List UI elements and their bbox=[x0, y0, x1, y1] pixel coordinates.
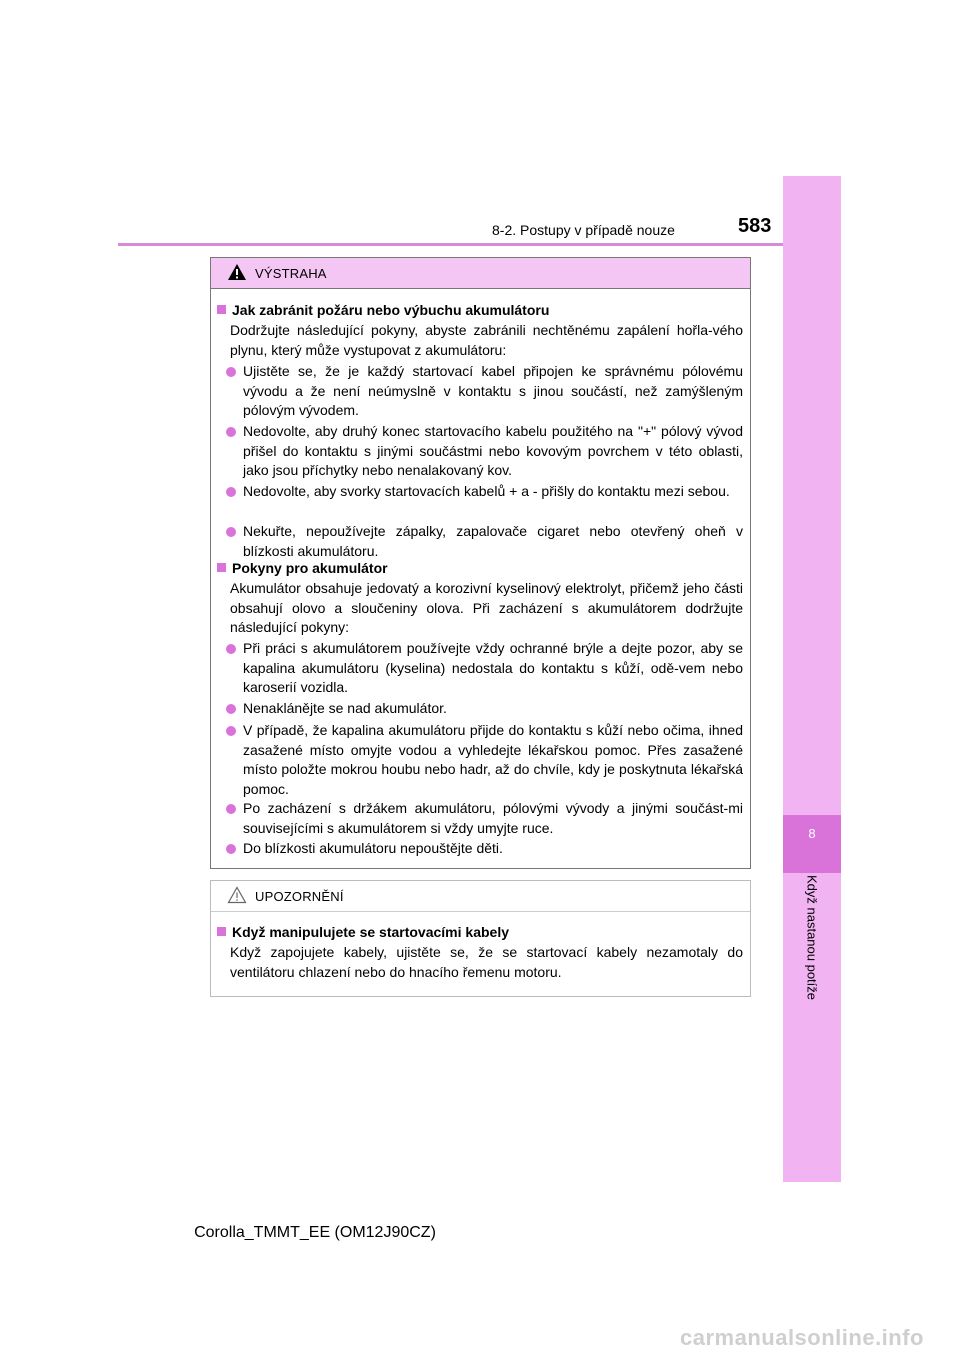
warning-triangle-icon bbox=[227, 263, 247, 281]
notice-header bbox=[211, 881, 750, 912]
document-footer: Corolla_TMMT_EE (OM12J90CZ) bbox=[194, 1224, 436, 1241]
list-item: Do blízkosti akumulátoru nepouštějte děti. bbox=[226, 839, 743, 859]
bullet-dot-icon bbox=[226, 804, 236, 814]
notice-box bbox=[210, 880, 751, 997]
warning-header bbox=[211, 258, 750, 289]
list-item: Ujistěte se, že je každý startovací kabel připojen ke správnému pólovému vývodu a že není neúmyslně v kontaktu s jinou součástí, než zamýšleným pólovým vývodem. bbox=[226, 362, 743, 421]
warning-title: VÝSTRAHA bbox=[255, 266, 327, 281]
chapter-side-tab bbox=[783, 176, 841, 1182]
warning-intro-fire: Dodržujte následující pokyny, abyste zabránili nechtěnému zapálení hořla-vého plynu, který může vystupovat z akumulátoru: bbox=[230, 322, 743, 358]
warning-intro-battery: Akumulátor obsahuje jedovatý a korozivní kyselinový elektrolyt, přičemž jeho části obsahují olovo a sloučeniny olova. Při zacházení s akumulátorem dodržujte následující pokyny: bbox=[230, 580, 743, 635]
chapter-title: Když nastanou potíže bbox=[804, 874, 820, 1001]
bullet-dot-icon bbox=[226, 527, 236, 537]
warning-heading-fire: Jak zabránit požáru nebo výbuchu akumulátoru bbox=[217, 300, 549, 320]
page-number: 583 bbox=[738, 215, 772, 237]
bullet-dot-icon bbox=[226, 726, 236, 736]
bullet-dot-icon bbox=[226, 644, 236, 654]
chapter-number-box bbox=[783, 815, 841, 873]
square-bullet-icon bbox=[217, 305, 226, 314]
square-bullet-icon bbox=[217, 927, 226, 936]
section-title: 8-2. Postupy v případě nouze bbox=[492, 222, 675, 238]
list-item: V případě, že kapalina akumulátoru přijde do kontaktu s kůží nebo očima, ihned zasažené místo omyjte vodou a vyhledejte lékařskou pomoc. Přes zasažené místo položte mokrou houbu nebo hadr, až do chvíle, kdy je poskytnuta lékařská pomoc. bbox=[226, 721, 743, 799]
bullet-dot-icon bbox=[226, 844, 236, 854]
list-item: Nekuřte, nepoužívejte zápalky, zapalovače cigaret nebo otevřený oheň v blízkosti akumulátoru. bbox=[226, 522, 743, 561]
chapter-number: 8 bbox=[808, 826, 816, 841]
list-item: Nedovolte, aby druhý konec startovacího kabelu použitého na "+" pólový vývod přišel do kontaktu s jinými součástmi nebo kovovým povrchem v této oblasti, jako jsou příchytky nebo nenalakovaný kov. bbox=[226, 422, 743, 481]
list-item: Nedovolte, aby svorky startovacích kabelů + a - přišly do kontaktu mezi sebou. bbox=[226, 482, 743, 502]
notice-title: UPOZORNĚNÍ bbox=[255, 889, 344, 904]
list-item: Nenaklánějte se nad akumulátor. bbox=[226, 699, 743, 719]
watermark: carmanualsonline.info bbox=[680, 1325, 924, 1350]
bullet-dot-icon bbox=[226, 487, 236, 497]
list-item: Po zacházení s držákem akumulátoru, pólovými vývody a jinými součást-mi souvisejícími s akumulátorem si vždy umyjte ruce. bbox=[226, 799, 743, 838]
list-item: Při práci s akumulátorem používejte vždy ochranné brýle a dejte pozor, aby se kapalina akumulátoru (kyselina) nedostala do kontaktu s kůží, odě-vem nebo karoserií vozidla. bbox=[226, 639, 743, 698]
bullet-dot-icon bbox=[226, 367, 236, 377]
notice-text: Když zapojujete kabely, ujistěte se, že se startovací kabely nezamotaly do ventilátoru chlazení nebo do hnacího řemenu motoru. bbox=[230, 944, 743, 980]
warning-heading-battery: Pokyny pro akumulátor bbox=[217, 558, 388, 578]
warning-box bbox=[210, 257, 751, 869]
bullet-dot-icon bbox=[226, 704, 236, 714]
header-rule bbox=[118, 243, 783, 246]
bullet-dot-icon bbox=[226, 427, 236, 437]
notice-heading: Když manipulujete se startovacími kabely bbox=[217, 922, 509, 942]
square-bullet-icon bbox=[217, 563, 226, 572]
caution-triangle-icon bbox=[227, 886, 247, 904]
